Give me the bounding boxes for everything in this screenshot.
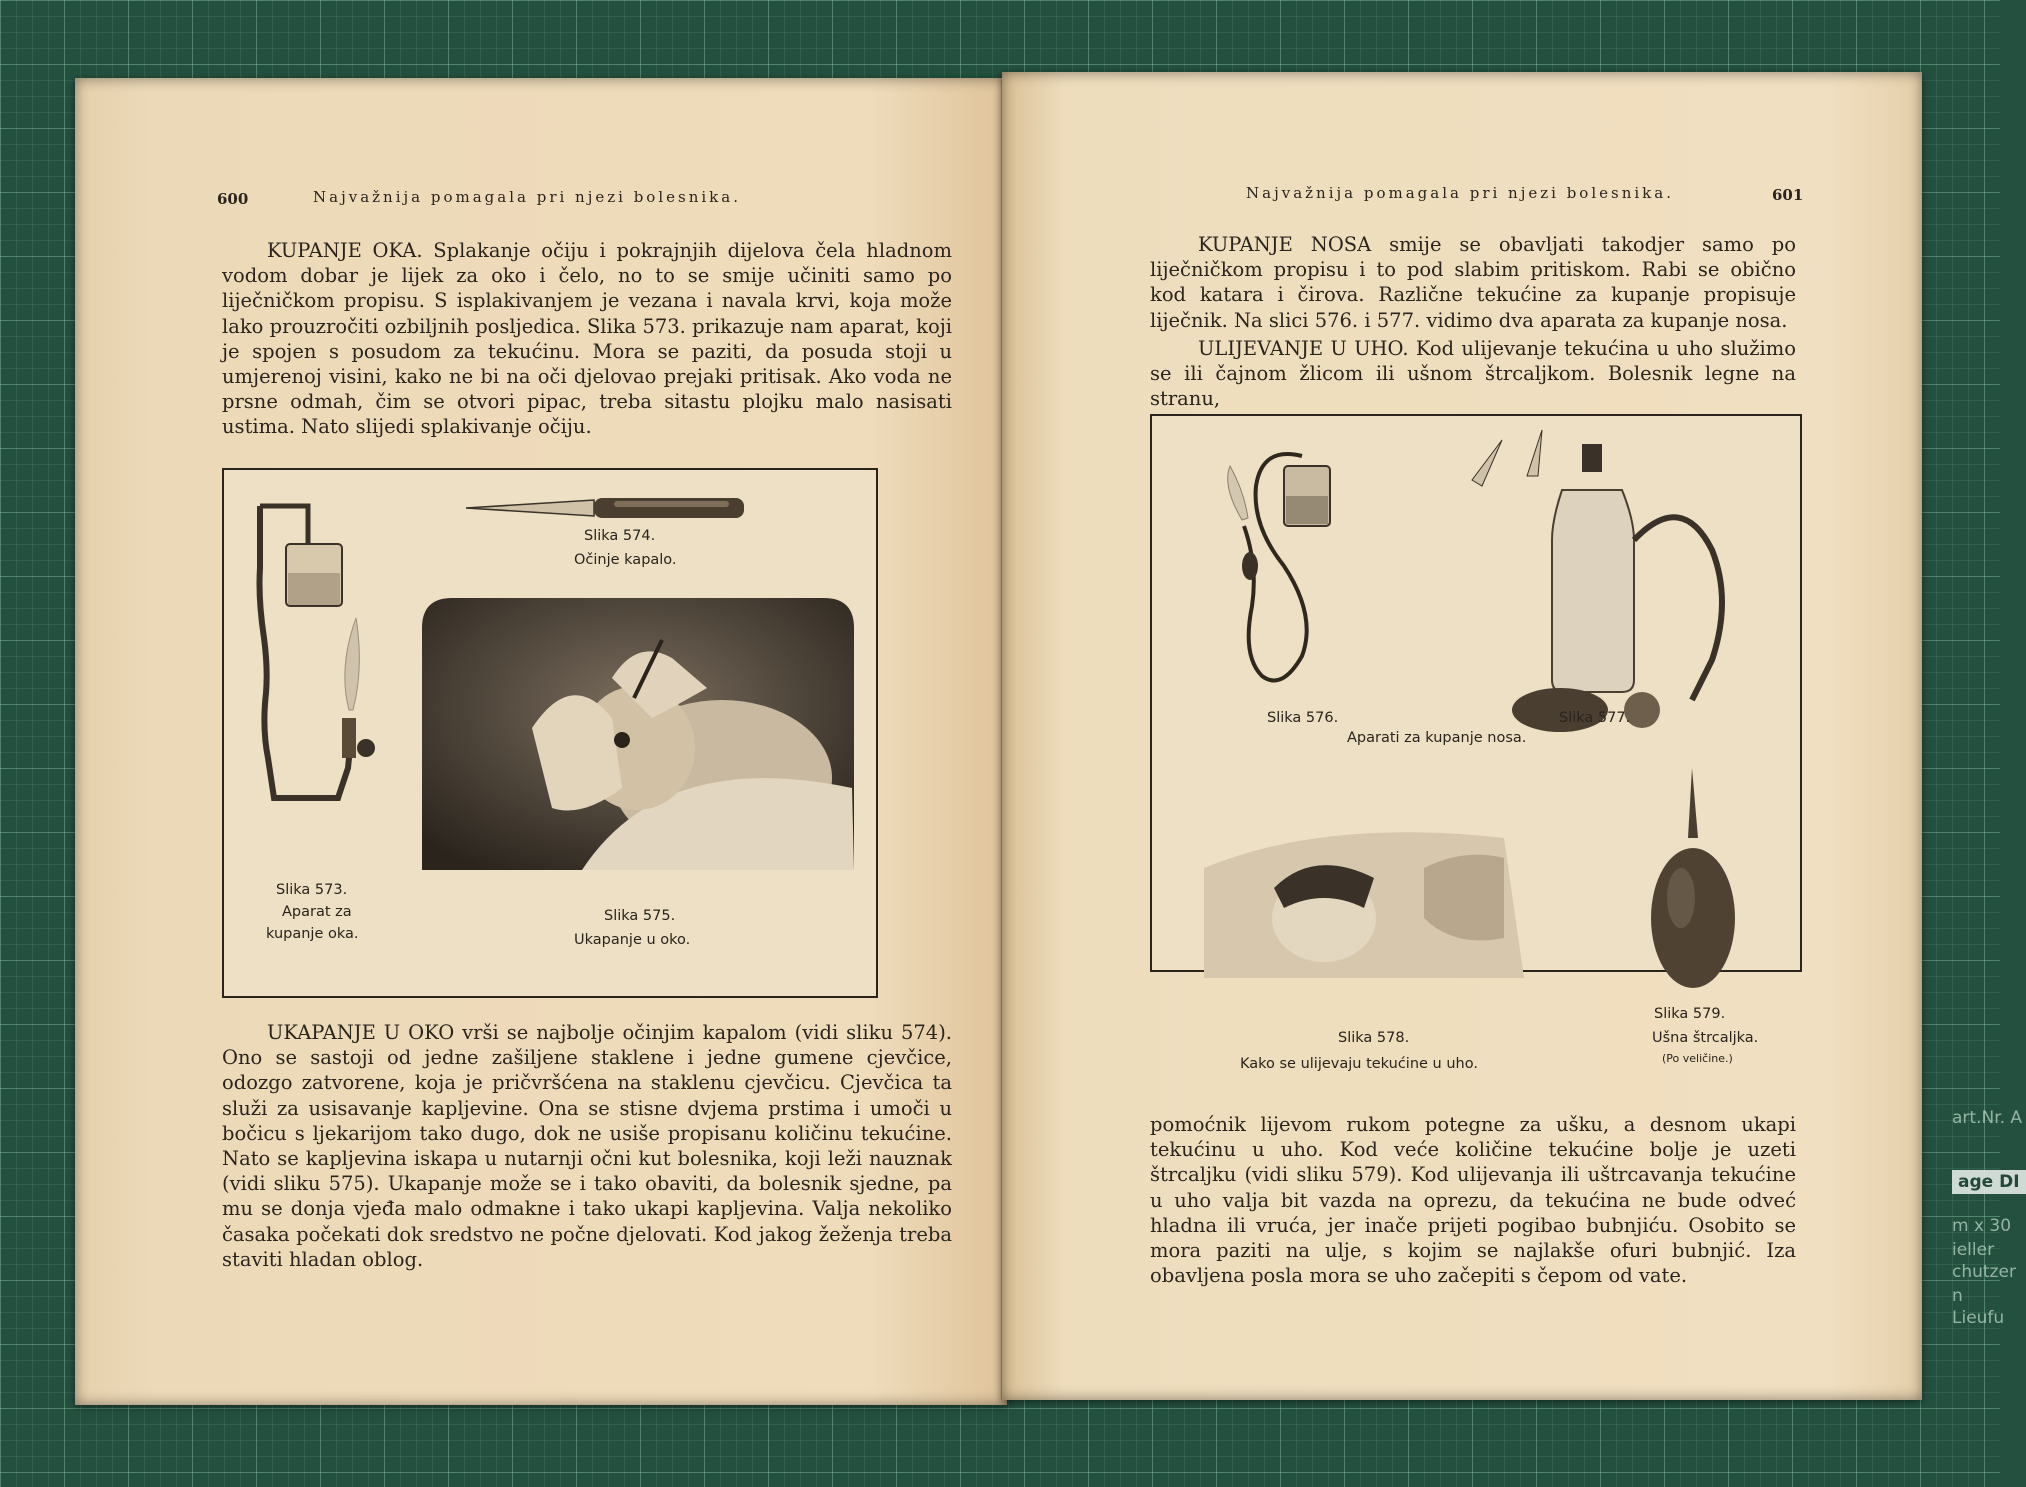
mat-label: art.Nr. A — [1952, 1108, 2023, 1128]
mat-label: age DI — [1952, 1170, 2026, 1194]
fig-576-577-caption: Aparati za kupanje nosa. — [1347, 730, 1527, 746]
paragraph-kupanje-nosa: KUPANJE NOSA smije se obavljati takodjer samo po liječničkom propisu i to pod slabim pritiskom. Rabi se obično kod katara i čirova. Različne tekućine za kupanje propisuje liječnik. Na slici 576. i 577. vidimo dva aparata za kupanje nosa. — [1150, 233, 1796, 332]
running-head: Najvažnija pomagala pri njezi bolesnika. — [1246, 184, 1674, 202]
page-number: 601 — [1772, 186, 1804, 204]
ear-syringe-illustration — [1636, 768, 1746, 998]
fig-579-title: Slika 579. — [1654, 1006, 1726, 1022]
left-page — [75, 78, 1007, 1405]
fig-578-caption: Kako se ulijevaju tekućine u uho. — [1240, 1056, 1478, 1072]
fig-574-caption: Očinje kapalo. — [574, 552, 677, 568]
figure-573-575 — [222, 468, 878, 998]
fig-579-caption: Ušna štrcaljka. — [1652, 1030, 1759, 1046]
mat-label: ieller — [1952, 1240, 1995, 1260]
fig-573-title: Slika 573. — [276, 882, 348, 898]
page-number: 600 — [217, 190, 249, 208]
eye-dropper-illustration — [464, 488, 804, 528]
fig-578-title: Slika 578. — [1338, 1030, 1410, 1046]
fig-577-title: Slika 577. — [1559, 710, 1631, 726]
nasal-douche-tube-illustration — [1222, 446, 1362, 696]
paragraph-pomocnik: pomoćnik lijevom rukom potegne za ušku, a desnom ukapi tekućinu u uho. Kod veće količine tekućine bolje je uzeti štrcaljku (vidi sliku 579). Kod ulijevanja ili uštrcavanja tekućine u uho valja bit vazda na oprezu, da tekućina ne bude odveć hladna ili vruća, jer inače prijeti pogibao bubnjiću. Osobito se mora paziti na ulje, s kojim se najlakše ofuri bubnjić. Iza obavljena posla mora se uho začepiti s čepom od vate. — [1150, 1113, 1796, 1288]
fig-575-title: Slika 575. — [604, 908, 676, 924]
paragraph-kupanje-oka: KUPANJE OKA. Splakanje očiju i pokrajnjih dijelova čela hladnom vodom dobar je lijek za oko i čelo, no to se smije učiniti samo po liječničkom propisu. S isplakivanjem je vezana i navala krvi, koja može lako prouzročiti ozbiljnih posljedica. Slika 573. prikazuje nam aparat, koji je spojen s posudom za tekućinu. Mora se paziti, da posuda stoji u umjerenoj visini, kako ne bi na oči djelovao prejaki pritisak. Ako voda ne prsne odmah, čim se otvori pipac, treba sitastu plojku malo nasisati ustima. Nato slijedi splakivanje očiju. — [222, 239, 952, 439]
mat-label: Lieufu — [1952, 1308, 2005, 1328]
paragraph-ulijevanje-u-uho: ULIJEVANJE U UHO. Kod ulijevanje tekućina u uho služimo se ili čajnom žlicom ili ušnom štrcaljkom. Bolesnik legne na stranu, — [1150, 337, 1796, 411]
mat-label: n — [1952, 1286, 1963, 1306]
right-page — [1002, 72, 1922, 1400]
ear-instillation-illustration — [1204, 828, 1528, 988]
fig-576-title: Slika 576. — [1267, 710, 1339, 726]
fig-579-note: (Po veličine.) — [1662, 1052, 1733, 1065]
mat-label: chutzer — [1952, 1262, 2016, 1282]
running-head: Najvažnija pomagala pri njezi bolesnika. — [313, 188, 741, 206]
figure-576-579 — [1150, 414, 1802, 1072]
paragraph-ukapanje-u-oko: UKAPANJE U OKO vrši se najbolje očinjim kapalom (vidi sliku 574). Ono se sastoji od jedne zašiljene staklene i jedne gumene cjevčice, odozgo zatvorene, koja je pričvršćena na staklenu cjevčicu. Cjevčica ta služi za usisavanje kapljevine. Ona se stisne dvjema prstima i umoči u bočicu s ljekarijom tako dugo, dok ne usiše propisanu količinu tekućine. Nato se kapljevina iskapa u nutarnji očni kut bolesnika, koji leži nauznak (vidi sliku 575). Ukapanje može se i tako obaviti, da bolesnik sjedne, pa mu se donja vjeđa malo odmakne i tako ukapi kapljevina. Valja nekoliko časaka počekati dok sredstvo ne počne djelovati. Kod jakog žeženja treba staviti hladan oblog. — [222, 1021, 952, 1271]
fig-574-title: Slika 574. — [584, 528, 656, 544]
fig-573-line2: kupanje oka. — [266, 926, 359, 942]
eye-drop-application-illustration — [422, 598, 854, 870]
eye-bath-apparatus-illustration — [238, 498, 388, 808]
fig-573-line1: Aparat za — [282, 904, 352, 920]
fig-575-caption: Ukapanje u oko. — [574, 932, 691, 948]
mat-label: m x 30 — [1952, 1216, 2012, 1236]
nasal-spray-bottle-illustration — [1442, 430, 1772, 720]
